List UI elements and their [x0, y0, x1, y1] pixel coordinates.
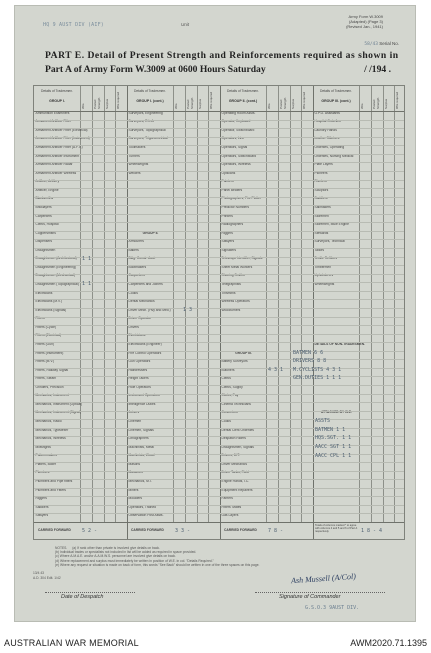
entry-group3-clerks: 4 3 1	[268, 366, 284, 373]
column-header-details: Details of Tradesmen.	[133, 89, 167, 93]
trade-row-label: Draughtsmen (Architectural)	[35, 256, 77, 261]
trade-row-label: Opticians	[221, 170, 236, 175]
row-rule	[34, 479, 404, 480]
trade-row-label: Dispensers	[35, 239, 52, 244]
column-header-surplus: Surplus	[290, 98, 295, 109]
trade-row-label: Equipment Repairers	[221, 487, 253, 492]
serial-label: Serial No.	[379, 41, 399, 46]
trade-row-label: Millwrights	[35, 444, 51, 449]
column-divider	[173, 86, 174, 522]
trade-row-label: Instrument Operators	[128, 393, 160, 398]
trade-row-label: Operators, Line	[221, 136, 245, 141]
trade-row-label: Riggers	[35, 496, 47, 501]
column-header-required: Rfts required	[395, 91, 400, 109]
date-of-despatch-label: Date of Despatch	[61, 594, 104, 600]
column-header-wr: W.E.	[267, 102, 271, 109]
entry-carried-forward: 5 2 -	[82, 528, 98, 534]
entry-non-tradesmen: GEN.DUTIES 1 1 1	[293, 375, 342, 382]
print-ref-line: A.D. 304 Edit. 1/42	[33, 575, 61, 580]
row-rule	[34, 428, 404, 429]
row-rule	[34, 488, 404, 489]
column-header-posted: Posted Strength	[185, 97, 194, 109]
trade-row-label: Despatch Riders	[221, 436, 246, 441]
trade-row-label: Armament Artificer Fitter (A.F.V.)	[35, 145, 83, 150]
column-divider	[383, 86, 384, 522]
trade-row-label: Intelligence Duties	[128, 401, 156, 406]
row-rule	[34, 197, 404, 198]
trade-row-label: Fitters (Cycle)	[35, 324, 57, 329]
column-divider	[92, 86, 93, 522]
trade-row-label: Butchers	[221, 367, 235, 372]
trade-row-label: Fitters (M.V.)	[35, 359, 55, 364]
signature-line	[255, 592, 385, 593]
trade-row-label: Bakers	[128, 247, 139, 252]
signature-stamp: G.S.O.3 9AUST DIV.	[305, 605, 360, 611]
commander-signature: Ash Mussell (A/Col)	[290, 571, 357, 586]
trade-row-label: Gas Layers	[221, 513, 239, 518]
entry-carried-forward: 1 8 - 4	[361, 528, 383, 534]
signature-of-commander-label: Signature of Commander	[279, 594, 341, 600]
column-divider	[290, 86, 291, 522]
trade-row-label: Patternmakers	[35, 453, 57, 458]
trade-row-label: Riveters	[314, 179, 327, 184]
entry-carried-forward: 3 3 -	[175, 528, 191, 534]
trade-row-label: Fitters	[35, 316, 45, 321]
trade-row-label: Mechanics, M.T.	[128, 478, 153, 483]
row-rule	[34, 248, 404, 249]
note-line: (b) Individual trades or specialists not included in list will be added as required in space provided.	[55, 550, 197, 555]
title-date: / /194 .	[364, 64, 391, 75]
form-title	[45, 49, 405, 77]
trade-row-label: Mechanics, Instrument (Optical)	[35, 401, 83, 406]
trade-row-label: Panel Beaters	[221, 187, 243, 192]
trade-row-label: GROUP III.	[235, 350, 252, 355]
trade-row-label: Machinists, Metal	[128, 444, 154, 449]
row-rule	[34, 325, 404, 326]
row-rule	[34, 214, 404, 215]
trade-row-label: Lithographers	[128, 436, 149, 441]
entry-non-tradesmen: BATMEN 6 6	[293, 349, 324, 356]
column-divider	[266, 86, 267, 522]
row-rule	[34, 368, 404, 369]
row-rule	[34, 222, 404, 223]
column-divider	[197, 86, 198, 522]
entry-driver-mech: 1 3	[183, 306, 193, 313]
trade-row-label: Armament Artificer Radar	[35, 162, 73, 167]
column-header-required: Rfts required	[209, 91, 214, 109]
trade-row-label: Signallers	[221, 247, 236, 252]
trade-row-label: Operators, Wireless	[221, 162, 251, 167]
column-header-posted: Posted Strength	[371, 97, 380, 109]
row-rule	[34, 317, 404, 318]
trade-row-label: Armament Artificer Fitter (Electrical)	[35, 127, 88, 132]
trade-row-label: Laundry Hands	[314, 127, 337, 132]
row-rule	[34, 394, 404, 395]
trade-row-label: Hairdressers	[128, 367, 148, 372]
trade-row-label: Grinders, Precision	[35, 384, 64, 389]
trade-row-label: Sculptors	[314, 187, 329, 192]
trade-row-label: Surveyors, Technical	[314, 239, 345, 244]
row-rule	[34, 128, 404, 129]
trade-row-label: ATTACHED BY W.E.	[321, 410, 352, 415]
header-rule	[34, 111, 404, 112]
trade-row-label: Painters	[221, 179, 234, 184]
trade-row-label: Operator, Keyboard	[221, 119, 251, 124]
trade-row-label: Toolmakers	[128, 145, 146, 150]
trade-row-label: Shoeing Smiths	[221, 273, 245, 278]
column-header-surplus: Surplus	[104, 98, 109, 109]
archive-caption: AUSTRALIAN WAR MEMORIAL	[4, 638, 139, 648]
trade-row-label: Woodturners	[221, 307, 241, 312]
row-rule	[34, 385, 404, 386]
carried-forward-label: CARRIED FORWARD	[131, 528, 164, 532]
trade-row-label: Armourers	[128, 239, 144, 244]
trade-row-label: Carpenters and Joiners	[128, 282, 163, 287]
print-reference	[33, 571, 61, 580]
trade-row-label: Linemen, Signals	[128, 427, 154, 432]
trade-row-label: Hospital Orderlies	[314, 119, 341, 124]
row-rule	[34, 496, 404, 497]
row-rule	[34, 402, 404, 403]
trade-row-label: Fitters (Instrument)	[35, 350, 64, 355]
row-rule	[34, 462, 404, 463]
form-ref-line: Army Form W.3009	[348, 14, 383, 19]
column-divider	[371, 86, 372, 522]
trade-row-label: Clerks, Hospital	[35, 222, 59, 227]
trade-row-label: Upholsterers	[314, 273, 334, 278]
trade-row-label: Plate Layers	[314, 162, 333, 167]
trade-row-label: Artificer, Engine	[35, 187, 59, 192]
trade-row-label: Wheelwrights	[128, 162, 149, 167]
trade-row-label: Fitters, Steam	[35, 376, 57, 381]
column-header-surplus: Surplus	[383, 98, 388, 109]
trade-row-label: Storemen	[314, 213, 329, 218]
trade-row-label: Masseurs	[128, 470, 143, 475]
group-label: GROUP I. (cont.)	[136, 99, 164, 103]
trade-row-label: Operators, Trained	[128, 504, 156, 509]
entry-attached: AACC CPL 1 1	[315, 452, 352, 459]
row-rule	[34, 120, 404, 121]
trade-row-label: Predictor Numbers	[221, 204, 249, 209]
row-rule	[34, 351, 404, 352]
trade-row-label: Fitters' Mates	[221, 504, 242, 509]
entry-carried-forward: 7 8 -	[268, 528, 284, 534]
trade-row-label: Armament Artificer Fitter (Instrument)	[35, 136, 90, 141]
title-line-2: Part A of Army Form W.3009 at 0600 Hours Saturday	[45, 64, 266, 75]
trade-row-label: Armament Artificer Fitter	[35, 119, 72, 124]
row-rule	[34, 419, 404, 420]
trade-row-label: Armament Artificer Instrument	[35, 153, 80, 158]
row-rule	[34, 265, 404, 266]
trade-row-label: Riggers	[221, 230, 233, 235]
trade-row-label: Electricians (Signals)	[35, 307, 67, 312]
row-rule	[34, 299, 404, 300]
trade-row-label: Operators, Signal	[221, 145, 248, 150]
row-rule	[34, 334, 404, 335]
trade-row-label: Cooks	[221, 419, 231, 424]
trade-row-label: Ammunition Examiners	[35, 110, 70, 115]
trade-row-label: Battery Surveyors	[221, 359, 248, 364]
trade-row-label: Bldg. Constr. Asst.	[128, 256, 156, 261]
row-rule	[34, 239, 404, 240]
entry-draughtsmen: 1 1	[82, 255, 92, 262]
trade-row-label: Sailmakers	[314, 204, 331, 209]
trade-row-label: Tinsmiths	[221, 290, 236, 295]
trade-row-label: DETAILS OF NON-TRADESMEN.	[314, 341, 365, 346]
trade-row-label: Cinema Technicians	[221, 401, 251, 406]
note-line: (c) Where A.M.A.E. and/or A.A.M.W.S. personnel are involved give details on back.	[55, 554, 176, 559]
entry-non-tradesmen: DRIVERS 8 8	[293, 358, 327, 365]
trade-row-label: Fitters, Railway Signal	[35, 367, 69, 372]
column-divider	[359, 86, 360, 522]
column-divider	[104, 86, 105, 522]
date-of-despatch-line	[45, 592, 135, 593]
trade-row-label: Farriers	[221, 496, 233, 501]
trade-row-label: Radiographers	[221, 222, 244, 227]
serial-value: 58/43	[364, 42, 378, 47]
trade-row-label: Driver Operator	[128, 316, 152, 321]
column-divider	[115, 86, 116, 522]
row-rule	[34, 154, 404, 155]
trade-row-label: Saddlers	[314, 196, 328, 201]
group-label: GROUP II. (cont.)	[228, 99, 258, 103]
serial-number	[364, 41, 399, 47]
trade-row-label: Dental Clerk Orderlies	[221, 427, 254, 432]
column-header-details: Details of Tradesmen.	[226, 89, 260, 93]
trade-row-label: Driver Mechanics	[221, 461, 247, 466]
trade-row-label: Concretors	[221, 410, 238, 415]
row-rule	[34, 231, 404, 232]
trade-row-label: Fire Control Operators	[128, 350, 162, 355]
trade-row-label: Draughtsmen (Engineering)	[35, 264, 76, 269]
trade-row-label: Height Takers	[128, 376, 149, 381]
trade-row-label: Bricklayers	[35, 204, 52, 209]
form-ref-line: (Adapted) (Page 3)	[348, 19, 383, 24]
column-header-posted: Posted Strength	[92, 97, 101, 109]
carried-forward-label: CARRIED FORWARD	[224, 528, 257, 532]
trade-row-label: Hole Operators	[128, 384, 151, 389]
trade-row-label: Electricians (M.V.)	[35, 299, 62, 304]
trade-row-label: Leather Stitchers	[314, 136, 340, 141]
row-rule	[34, 471, 404, 472]
trade-row-label: Masons	[128, 461, 141, 466]
trade-row-label: Coppersmiths	[35, 230, 56, 235]
totals-note: Totals of columns marked * to agree with columns 4 and 5 and 6 of Part A respectively.	[315, 524, 358, 533]
trade-row-label: Surveyors, Trigonometrical	[128, 136, 168, 141]
trade-row-label: Gun Operators	[128, 359, 151, 364]
column-header-wr: W.E.	[81, 102, 85, 109]
trade-row-label: Platers, Boiler	[35, 461, 57, 466]
row-rule	[34, 205, 404, 206]
form-sheet	[14, 5, 416, 622]
trade-row-label: Mechanics, Radio	[35, 419, 62, 424]
trade-row-label: Turners	[128, 153, 140, 158]
carried-forward-rule	[34, 522, 404, 523]
carried-forward-label: CARRIED FORWARD	[38, 528, 71, 532]
column-header-posted: Posted Strength	[278, 97, 287, 109]
trade-row-label: Miners	[128, 487, 139, 492]
trade-row-label: Bootmakers	[128, 264, 147, 269]
trade-row-label: Clerks, Pay	[221, 393, 239, 398]
form-reference	[346, 14, 383, 29]
trade-row-label: Drivers, M.T.	[221, 453, 240, 458]
trade-row-label: Plumbers	[35, 470, 50, 475]
note-line: (e) Where any request or situation is made on back of form, this words "See Back" should be written in one of the three spaces on this page.	[55, 562, 260, 567]
trade-row-label: Pioneers	[314, 170, 328, 175]
column-divider	[394, 86, 395, 522]
note-line: (d) Where replacement and surplus must immediately be written in position of W.E. in col. "Details Required."	[55, 558, 214, 563]
trade-row-label: Storemen, Mule Engine	[314, 222, 349, 227]
archive-accession-number: AWM2020.71.1395	[350, 638, 427, 648]
notes-heading: NOTES.	[55, 546, 68, 550]
trade-row-label: Fitters (Gun)	[35, 341, 55, 346]
trade-row-label: Tailors	[314, 247, 325, 252]
trade-row-label: Electricians	[35, 290, 53, 295]
trade-row-label: G.P.O. Assistants	[314, 110, 340, 115]
trade-row-label: Wireless Operators	[221, 299, 250, 304]
row-rule	[34, 274, 404, 275]
trade-row-label: Operating Room Assts.	[221, 110, 256, 115]
column-header-wr: W.E.	[174, 102, 178, 109]
trade-row-label: Telegraphists	[221, 282, 241, 287]
trade-row-label: Sawyers	[35, 513, 49, 518]
row-rule	[34, 137, 404, 138]
trade-row-label: Sheet Metal Workers	[221, 264, 253, 269]
trade-row-label: Draughtsmen	[35, 247, 56, 252]
trade-row-label: Driver Mech. (Hvy and Med.)	[128, 307, 171, 312]
entry-attached: ASSTS	[315, 418, 331, 425]
entry-electricians: 1 1	[82, 281, 92, 288]
trade-row-label: Driver Tanks, Fluid	[221, 470, 249, 475]
trade-row-label: Textile Refitters	[314, 256, 338, 261]
row-rule	[34, 411, 404, 412]
trade-row-label: Drivers	[128, 324, 139, 329]
group-label: GROUP I.	[49, 99, 65, 103]
row-rule	[34, 188, 404, 189]
trade-row-label: Clerks, Supply	[221, 384, 243, 389]
strength-table	[33, 85, 405, 540]
trade-row-label: Dental Mechanics	[128, 299, 155, 304]
trade-row-label: Wheelwrights	[314, 282, 335, 287]
row-rule	[34, 513, 404, 514]
column-divider	[80, 86, 81, 522]
trade-row-label: Orderlies, Nursing Medical	[314, 153, 354, 158]
trade-row-label: Linemen	[128, 419, 142, 424]
trade-row-label: Fitters (Electrical)	[35, 333, 62, 338]
trade-row-label: Carpenters	[128, 273, 145, 278]
trade-row-label: Welders	[128, 170, 141, 175]
trade-row-label: Operators, Switchboard	[221, 153, 257, 158]
trade-row-label: Cooks	[128, 290, 138, 295]
trade-row-label: Saddlers	[35, 504, 49, 509]
row-rule	[34, 291, 404, 292]
trade-row-label: Telescope Identifier, Signals	[221, 256, 263, 261]
column-divider	[278, 86, 279, 522]
trade-row-label: Surveyors, Engineering	[128, 110, 163, 115]
entry-attached: BATMEN 1 1	[315, 426, 346, 433]
column-header-required: Rfts required	[302, 91, 307, 109]
title-line-1: PART E. Detail of Present Strength and Reinforcements required as shown in	[45, 50, 399, 61]
trade-row-label: Moulders	[128, 496, 143, 501]
entry-non-tradesmen: M.CYCLISTS 4 3 1	[293, 366, 342, 373]
trade-row-label: Mechanics, Typewriter	[35, 427, 69, 432]
trade-row-label: Stewards	[314, 230, 329, 235]
trade-row-label: Surveyors, R.L.A.	[128, 119, 155, 124]
trade-row-label: Machinists, Wood	[128, 453, 155, 458]
column-header-required: Rfts required	[116, 91, 121, 109]
column-header-surplus: Surplus	[197, 98, 202, 109]
note-line: (a) If rank other than private is involved give details on back.	[72, 546, 160, 550]
form-notes	[55, 546, 395, 567]
trade-row-label: Mechanics, Wireless	[35, 436, 66, 441]
trade-row-label: Electricians	[128, 333, 146, 338]
trade-row-label: Draughtsmen (Mechanical)	[35, 273, 76, 278]
row-rule	[34, 359, 404, 360]
column-divider	[185, 86, 186, 522]
row-rule	[34, 505, 404, 506]
trade-row-label: Engine Hands, I.C.	[221, 478, 250, 483]
column-header-details: Details of Tradesmen.	[40, 89, 74, 93]
trade-row-label: Surveyors, Topographical	[128, 127, 166, 132]
row-rule	[34, 342, 404, 343]
unit-typed-value: HQ 9 AUST DIV (AIF)	[43, 22, 104, 28]
row-rule	[34, 145, 404, 146]
column-header-details: Details of Tradesmen.	[319, 89, 353, 93]
trade-row-label: Armament Artificer Wireless	[35, 170, 77, 175]
row-rule	[34, 162, 404, 163]
row-rule	[34, 180, 404, 181]
unit-label: Unit	[181, 22, 190, 27]
row-rule	[34, 308, 404, 309]
trade-row-label: Observation Post Assts.	[128, 513, 164, 518]
column-divider	[208, 86, 209, 522]
trade-row-label: Printers	[221, 213, 233, 218]
trade-row-label: Carpenters	[35, 213, 52, 218]
trade-row-label: Operator, Switchboard	[221, 127, 255, 132]
form-ref-line: (Revised Jan., 1941)	[346, 24, 383, 29]
column-header-wr: W.E.	[360, 102, 364, 109]
trade-row-label: Draughtsmen, Signals	[221, 444, 254, 449]
trade-row-label: GROUP II.	[142, 230, 159, 235]
trade-row-label: Plumbers and Fitters	[35, 487, 66, 492]
trade-row-label: Blacksmiths	[35, 196, 54, 201]
trade-row-label: Mechanics, Instrument (Signal)	[35, 410, 81, 415]
trade-row-label: Photographers, Fire Plotter	[221, 196, 262, 201]
column-divider	[301, 86, 302, 522]
trade-row-label: Sawyers	[221, 239, 235, 244]
group-label: GROUP III. (cont.)	[321, 99, 351, 103]
trade-row-label: Mechanics, Instrument	[35, 393, 69, 398]
entry-attached: AACC SGT 1 1	[315, 443, 352, 450]
trade-row-label: Electricians (Engineer)	[128, 341, 162, 346]
row-rule	[34, 171, 404, 172]
trade-row-label: Joiners	[128, 410, 140, 415]
trade-row-label: Draughtsmen (Topographical)	[35, 282, 79, 287]
trade-row-label: Timbermen	[314, 264, 332, 269]
print-ref-line: 13/4 43	[33, 571, 44, 575]
entry-attached: HQS.SGT. 1 1	[315, 435, 352, 442]
trade-row-label: Plumbers and Pipe fitters	[35, 478, 73, 483]
trade-row-label: Artificer, Artillery	[35, 179, 60, 184]
trade-row-label: Orderlies, Operating	[314, 145, 345, 150]
row-rule	[34, 376, 404, 377]
trade-row-label: Clerks	[221, 376, 231, 381]
